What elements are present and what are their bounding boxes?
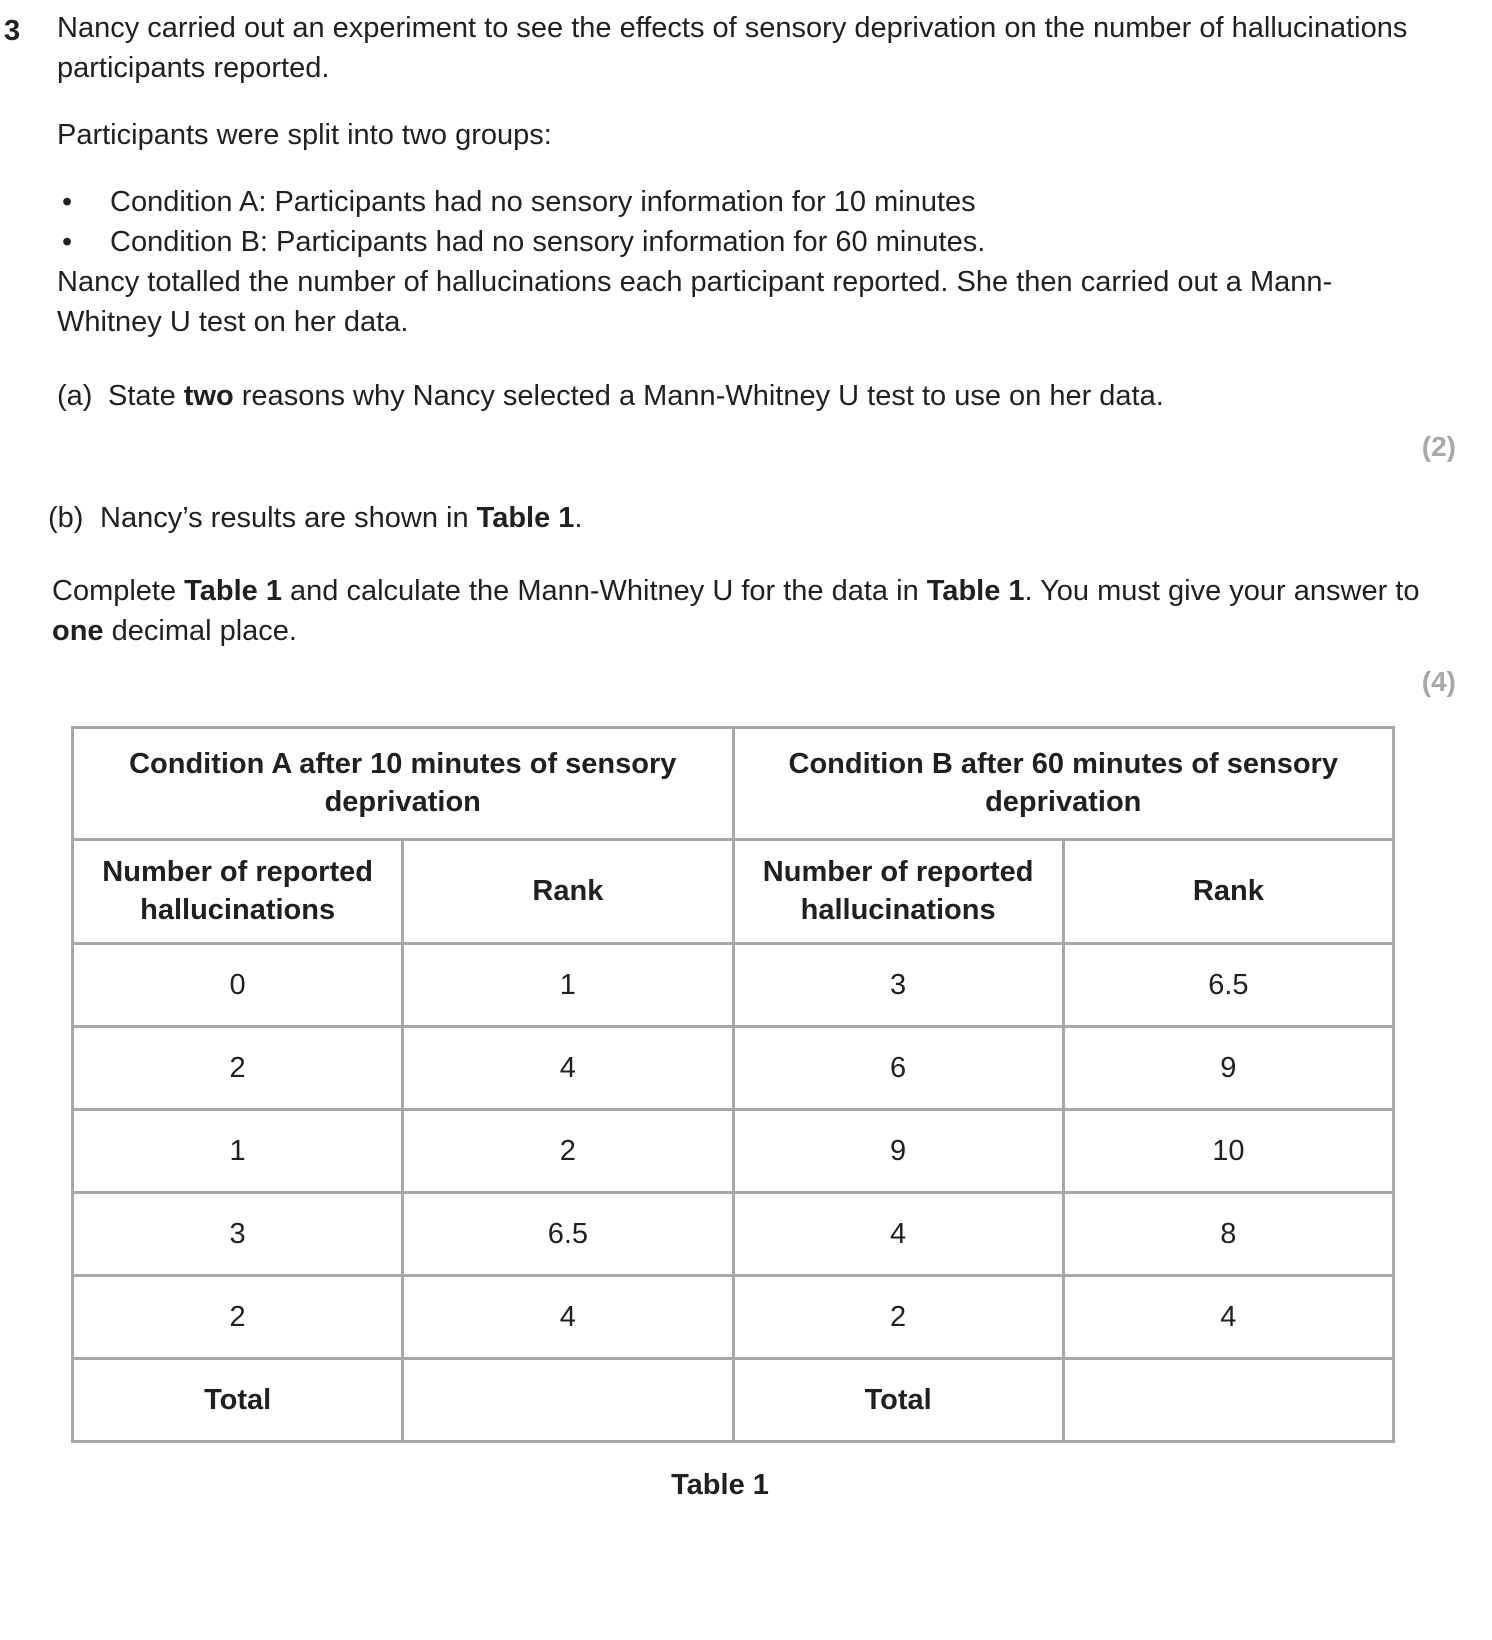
method-paragraph: Nancy totalled the number of hallucinations each participant reported. She then carried out a Mann-Whitney U test on her data. [57, 266, 1333, 339]
part-b-lead-before: Nancy’s results are shown in [100, 501, 477, 534]
table-row [73, 1276, 1394, 1359]
column-header-hallucinations-b: Number of reported hallucinations [733, 840, 1063, 944]
part-a-marks: (2) [1421, 431, 1456, 463]
cell-hallucinations-b: 3 [733, 944, 1063, 1027]
cell-hallucinations-b: 6 [733, 1027, 1063, 1110]
bullet-marker-icon: • [62, 186, 73, 219]
table-row [73, 1110, 1394, 1193]
cell-hallucinations-a: 3 [73, 1193, 403, 1276]
part-b-marks: (4) [1421, 665, 1456, 697]
cell-rank-b: 4 [1063, 1276, 1393, 1359]
table-row [73, 1027, 1394, 1110]
cell-rank-a: 4 [403, 1027, 733, 1110]
cell-rank-a: 6.5 [403, 1193, 733, 1276]
part-b-instruction-text [52, 571, 1422, 651]
condition-b-text: Condition B: Participants had no sensory information for 60 minutes. [110, 226, 986, 259]
question-block [0, 0, 1492, 698]
column-header-rank-b: Rank [1063, 840, 1393, 944]
part-b-instr-4: decimal place. [103, 614, 297, 647]
list-item [57, 222, 1422, 262]
table-total-row [73, 1359, 1394, 1442]
part-a-bold-two: two [183, 380, 234, 413]
cell-rank-a: 1 [403, 944, 733, 1027]
table-column-header-row [73, 840, 1394, 944]
cell-rank-a: 2 [403, 1110, 733, 1193]
cell-hallucinations-a: 2 [73, 1276, 403, 1359]
column-header-rank-a: Rank [403, 840, 733, 944]
conditions-bullet-list [57, 182, 1422, 262]
part-b-bold-table-1: Table 1 [184, 574, 282, 607]
table-row [73, 944, 1394, 1027]
part-a-label: (a) [57, 380, 93, 413]
part-a-text [108, 376, 1462, 416]
table-row [73, 1193, 1394, 1276]
cell-hallucinations-b: 9 [733, 1110, 1063, 1193]
results-table-container [0, 726, 1492, 1502]
total-label-b: Total [733, 1359, 1063, 1442]
part-b-lead-bold-table: Table 1 [476, 501, 575, 534]
results-table [71, 726, 1395, 1443]
part-b-bold-table-2: Table 1 [926, 574, 1025, 607]
part-a-text-before: State [108, 380, 184, 413]
table-caption: Table 1 [671, 1469, 769, 1502]
total-answer-box-a[interactable] [403, 1359, 733, 1442]
table-group-header-row [73, 728, 1394, 840]
question-body [57, 8, 1422, 342]
part-b-bold-one: one [52, 614, 104, 647]
total-label-a: Total [73, 1359, 403, 1442]
question-intro-paragraph: Nancy carried out an experiment to see the effects of sensory deprivation on the number of hallucinations participants reported. [57, 12, 1408, 85]
total-answer-box-b[interactable] [1063, 1359, 1393, 1442]
part-b-lead-after: . [574, 501, 583, 534]
part-a-text-after: reasons why Nancy selected a Mann-Whitney U test to use on her data. [233, 380, 1164, 413]
cell-rank-b: 6.5 [1063, 944, 1393, 1027]
part-b-instr-3: . You must give your answer to [1024, 574, 1420, 607]
bullet-marker-icon: • [62, 226, 73, 259]
cell-hallucinations-a: 1 [73, 1110, 403, 1193]
list-item [57, 182, 1422, 222]
part-b [0, 498, 1492, 699]
column-header-hallucinations-a: Number of reported hallucinations [73, 840, 403, 944]
question-number: 3 [4, 15, 21, 47]
cell-rank-b: 9 [1063, 1027, 1393, 1110]
cell-hallucinations-a: 0 [73, 944, 403, 1027]
groups-intro-paragraph: Participants were split into two groups: [57, 119, 552, 152]
cell-hallucinations-b: 2 [733, 1276, 1063, 1359]
group-header-condition-b: Condition B after 60 minutes of sensory deprivation [733, 728, 1394, 840]
part-b-instr-1: Complete [52, 574, 185, 607]
cell-rank-a: 4 [403, 1276, 733, 1359]
condition-a-text: Condition A: Participants had no sensory information for 10 minutes [110, 186, 976, 219]
cell-rank-b: 8 [1063, 1193, 1393, 1276]
part-b-lead-text [100, 498, 1422, 538]
part-a [0, 376, 1492, 464]
part-b-label: (b) [48, 501, 84, 534]
cell-rank-b: 10 [1063, 1110, 1393, 1193]
cell-hallucinations-b: 4 [733, 1193, 1063, 1276]
part-b-instr-2: and calculate the Mann-Whitney U for the data in [281, 574, 927, 607]
cell-hallucinations-a: 2 [73, 1027, 403, 1110]
group-header-condition-a: Condition A after 10 minutes of sensory deprivation [73, 728, 734, 840]
